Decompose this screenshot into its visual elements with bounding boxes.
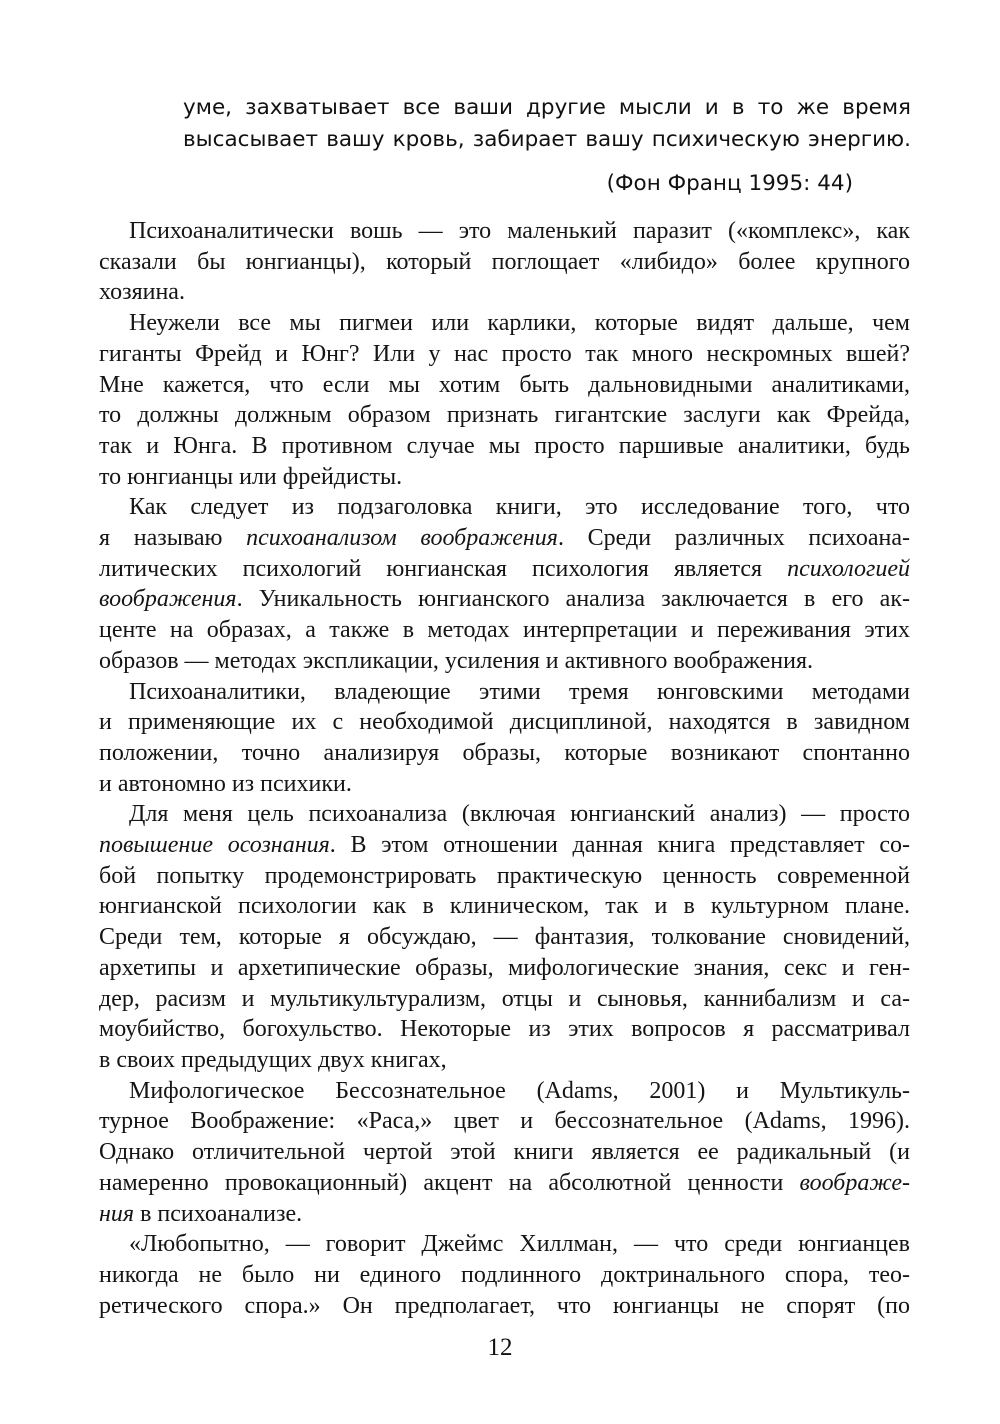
text-run: Для меня цель психоанализа (включая юнгианский анализ) — просто — [129, 801, 910, 828]
text-run: . Уникальность юнгианского анализа заключается в его ак- — [236, 586, 910, 613]
text-run: бой попытку продемонстрировать практическую ценность современной — [99, 862, 910, 889]
text-line: так и Юнга. В противном случае мы просто паршивые аналитики, будь — [99, 432, 910, 459]
text-run: . В этом отношении данная книга представляет со- — [329, 832, 910, 859]
text-run: Как следует из подзаголовка книги, это исследование того, что — [129, 494, 910, 521]
text-line: и автономно из психики. — [99, 770, 352, 797]
paragraph — [99, 216, 910, 308]
text-line — [99, 861, 910, 892]
text-line: Мне кажется, что если мы хотим быть дальновидными аналитиками, — [99, 371, 910, 398]
text-run: в психоанализе. — [134, 1200, 303, 1227]
text-line: Психоаналитики, владеющие этими тремя юнговскими методами — [129, 678, 910, 705]
text-line — [99, 891, 910, 922]
text-line — [99, 1014, 910, 1045]
text-run: Среди тем, которые я обсуждаю, — фантазия, толкование сновидений, — [99, 924, 910, 951]
text-run: образов — методах экспликации, усиления и активного воображения. — [99, 647, 813, 674]
quote-line: высасывает вашу кровь, забирает вашу психическую энергию. — [183, 127, 911, 152]
text-line — [99, 799, 910, 830]
text-run: юнгианской психологии как в клиническом, так и в культурном плане. — [99, 893, 910, 920]
text-line — [99, 492, 910, 523]
text-line: «Любопытно, — говорит Джеймс Хиллман, — что среди юнгианцев — [129, 1231, 910, 1258]
paragraph — [99, 308, 910, 492]
paragraph — [99, 1076, 910, 1230]
text-line: ретического спора.» Он предполагает, что юнгианцы не спорят (по — [99, 1292, 910, 1319]
text-run: моубийство, богохульство. Некоторые из этих вопросов я рассматривал — [99, 1016, 910, 1043]
text-run: дер, расизм и мультикультурализм, отцы и сыновья, каннибализм и са- — [99, 985, 910, 1012]
text-line: и применяющие их с необходимой дисциплиной, находятся в завидном — [99, 709, 910, 736]
quote-citation: (Фон Франц 1995: 44) — [606, 171, 853, 196]
text-line — [99, 615, 910, 646]
italic-run: повышение осознания — [99, 832, 330, 859]
block-quote — [183, 92, 911, 200]
text-line — [99, 953, 910, 984]
text-line — [99, 1168, 910, 1199]
text-run: литических психологий юнгианская психология является — [99, 555, 788, 582]
page-number: 12 — [487, 1334, 513, 1361]
text-line — [99, 1076, 910, 1107]
text-line — [99, 646, 910, 677]
text-line: гиганты Фрейд и Юнг? Или у нас просто так много нескромных вшей? — [99, 340, 910, 367]
italic-run: психоанализом воображения — [246, 525, 558, 552]
text-line: то юнгианцы или фрейдисты. — [99, 463, 403, 490]
text-run: Однако отличительной чертой этой книги является ее радикальный (и — [99, 1139, 910, 1166]
text-line — [99, 1106, 910, 1137]
text-run: Мифологическое Бессознательное (Adams, 2001) и Мультикуль- — [129, 1077, 910, 1104]
paragraph — [99, 1229, 910, 1321]
italic-run: воображе- — [799, 1169, 910, 1196]
italic-run: воображения — [99, 586, 237, 613]
body-text — [99, 216, 910, 1321]
text-line — [99, 830, 910, 861]
text-run: . Среди различных психоана- — [557, 525, 910, 552]
paragraph — [99, 677, 910, 800]
paragraph — [99, 799, 910, 1075]
text-line — [99, 1137, 910, 1168]
quote-line: уме, захватывает все ваши другие мысли и в то же время — [183, 95, 911, 120]
text-line: положении, точно анализируя образы, которые возникают спонтанно — [99, 739, 910, 766]
text-line: Неужели все мы пигмеи или карлики, которые видят дальше, чем — [129, 310, 910, 337]
text-line: никогда не было ни единого подлинного доктринального спора, тео- — [99, 1261, 910, 1288]
text-run: архетипы и архетипические образы, мифологические знания, секс и ген- — [99, 954, 910, 981]
italic-run: психологией — [787, 555, 910, 582]
text-line — [99, 584, 910, 615]
text-line — [99, 554, 910, 585]
text-run: центе на образах, а также в методах интерпретации и переживания этих — [99, 617, 910, 644]
text-line — [99, 984, 910, 1015]
text-line: Психоаналитически вошь — это маленький паразит («комплекс», как — [129, 218, 910, 244]
text-line: сказали бы юнгианцы), который поглощает «либидо» более крупного — [99, 248, 910, 275]
paragraph — [99, 492, 910, 676]
text-line: хозяина. — [99, 279, 185, 306]
text-line — [99, 922, 910, 953]
text-line: то должны должным образом признать гигантские заслуги как Фрейда, — [99, 402, 910, 429]
text-line — [99, 1199, 910, 1230]
text-run: турное Воображение: «Раса,» цвет и бессознательное (Adams, 1996). — [99, 1108, 910, 1135]
text-run: я называю — [99, 525, 247, 552]
text-run: намеренно провокационный) акцент на абсолютной ценности — [99, 1169, 800, 1196]
text-run: в своих предыдущих двух книгах, — [99, 1046, 447, 1073]
italic-run: ния — [99, 1200, 135, 1227]
text-line — [99, 523, 910, 554]
text-line — [99, 1045, 910, 1076]
